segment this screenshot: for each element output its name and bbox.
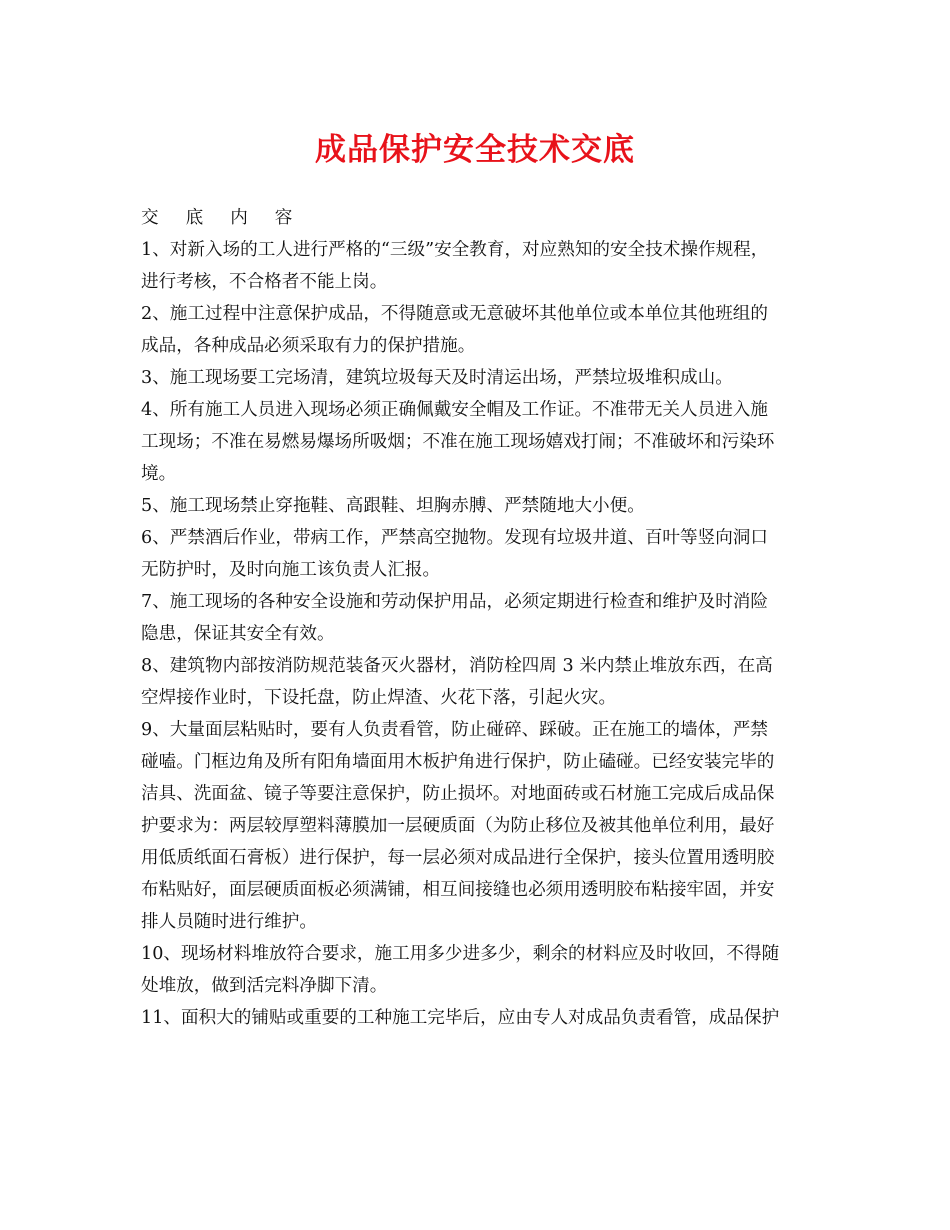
text-line: 进行考核，不合格者不能上岗。 [141, 272, 388, 292]
text-line: 6、严禁酒后作业，带病工作，严禁高空抛物。发现有垃圾井道、百叶等竖向洞口 [141, 528, 768, 548]
section-heading: 交底内容 [141, 208, 320, 228]
list-item [141, 1002, 813, 1034]
list-item [141, 362, 813, 394]
text-line: 护要求为：两层较厚塑料薄膜加一层硬质面（为防止移位及被其他单位利用，最好 [141, 816, 775, 836]
text-line: 处堆放，做到活完料净脚下清。 [141, 976, 388, 996]
text-line: 1、对新入场的工人进行严格的“三级”安全教育，对应熟知的安全技术操作规程， [141, 240, 769, 260]
text-line: 11、面积大的铺贴或重要的工种施工完毕后，应由专人对成品负责看管，成品保护 [141, 1008, 780, 1028]
list-item [141, 938, 813, 1002]
text-line: 工现场；不准在易燃易爆场所吸烟；不准在施工现场嬉戏打闹；不准破坏和污染环 [141, 432, 775, 452]
text-line: 9、大量面层粘贴时，要有人负责看管，防止碰碎、踩破。正在施工的墙体，严禁 [141, 720, 768, 740]
text-line: 境。 [141, 464, 177, 484]
list-item [141, 490, 813, 522]
document-title: 成品保护安全技术交底 [315, 132, 635, 168]
text-line: 用低质纸面石膏板）进行保护，每一层必须对成品进行全保护，接头位置用透明胶 [141, 848, 775, 868]
document-body [141, 202, 813, 1034]
list-item [141, 586, 813, 650]
text-line: 排人员随时进行维护。 [141, 912, 317, 932]
text-line: 3、施工现场要工完场清，建筑垃圾每天及时清运出场，严禁垃圾堆积成山。 [141, 368, 733, 388]
list-item [141, 298, 813, 362]
list-item [141, 522, 813, 586]
text-line: 隐患，保证其安全有效。 [141, 624, 335, 644]
list-item [141, 234, 813, 298]
text-line: 4、所有施工人员进入现场必须正确佩戴安全帽及工作证。不准带无关人员进入施 [141, 400, 768, 420]
text-line: 洁具、洗面盆、镜子等要注意保护，防止损坏。对地面砖或石材施工完成后成品保 [141, 784, 775, 804]
text-line: 碰嗑。门框边角及所有阳角墙面用木板护角进行保护，防止磕碰。已经安装完毕的 [141, 752, 775, 772]
item-list [141, 234, 813, 1034]
list-item [141, 650, 813, 714]
text-line: 空焊接作业时，下设托盘，防止焊渣、火花下落，引起火灾。 [141, 688, 617, 708]
text-line: 8、建筑物内部按消防规范装备灭火器材，消防栓四周 3 米内禁止堆放东西，在高 [141, 656, 773, 676]
text-line: 成品，各种成品必须采取有力的保护措施。 [141, 336, 476, 356]
text-line: 10、现场材料堆放符合要求，施工用多少进多少，剩余的材料应及时收回，不得随 [141, 944, 780, 964]
text-line: 无防护时，及时向施工该负责人汇报。 [141, 560, 441, 580]
text-line: 布粘贴好，面层硬质面板必须满铺，相互间接缝也必须用透明胶布粘接牢固，并安 [141, 880, 775, 900]
list-item [141, 714, 813, 938]
text-line: 2、施工过程中注意保护成品，不得随意或无意破坏其他单位或本单位其他班组的 [141, 304, 768, 324]
list-item [141, 394, 813, 490]
text-line: 7、施工现场的各种安全设施和劳动保护用品，必须定期进行检查和维护及时消险 [141, 592, 768, 612]
text-line: 5、施工现场禁止穿拖鞋、高跟鞋、坦胸赤膊、严禁随地大小便。 [141, 496, 645, 516]
